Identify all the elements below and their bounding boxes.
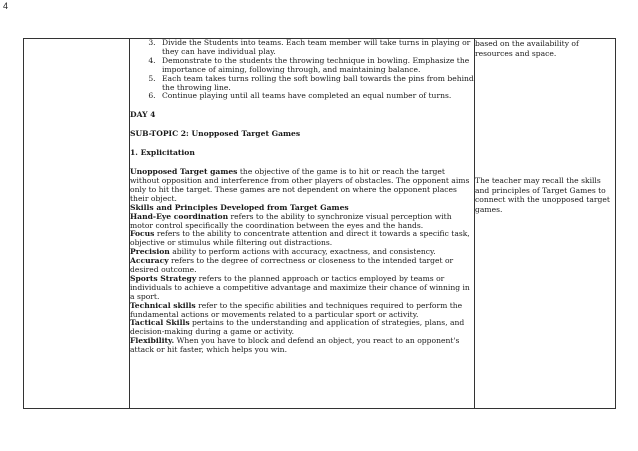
skill-term: Accuracy (130, 256, 169, 266)
skill-text: refers to the planned approach or tactics employed by teams or individuals to achieve a competitive advantage and maximize their chance of winning in a sport. (130, 273, 470, 301)
skill-text: refers to the ability to synchronize visual perception with motor control specifically the coordination between the eyes and the hands. (130, 211, 452, 230)
skill-item (130, 319, 474, 337)
skill-term: Flexibility. (130, 336, 175, 346)
skill-text: When you have to block and defend an object, you react to an opponent's attack or hit faster, which helps you win. (130, 336, 460, 355)
skill-item (130, 230, 474, 248)
availability-note: based on the availability of resources and space. (475, 39, 579, 58)
skill-term: Hand-Eye coordination (130, 211, 229, 221)
skill-term: Precision (130, 247, 170, 257)
day-heading: DAY 4 (130, 110, 156, 120)
lesson-plan-table (23, 38, 616, 409)
definition-paragraph (130, 168, 474, 204)
skill-text: pertains to the understanding and application of strategies, plans, and decision-making during a game or activity. (130, 318, 465, 337)
list-item: 5. Each team takes turns rolling the soft bowling ball towards the pins from behind the throwing line. (158, 75, 474, 93)
list-item: 3. Divide the Students into teams. Each team member will take turns in playing or they can have individual play. (158, 39, 474, 57)
main-content-cell (130, 39, 475, 409)
skill-text: refers to the degree of correctness or closeness to the intended target or desired outcome. (130, 256, 454, 275)
list-item: 6. Continue playing until all teams have completed an equal number of turns. (158, 92, 474, 101)
skill-text: refer to the specific abilities and techniques required to perform the fundamental actions or movements related to a particular sport or activity. (130, 300, 463, 319)
skill-item (130, 302, 474, 320)
skill-item (130, 257, 474, 275)
skill-term: Technical skills (130, 300, 196, 310)
skill-item (130, 337, 474, 355)
notes-cell (475, 39, 616, 409)
skill-text: refers to the ability to concentrate attention and direct it towards a specific task, objective or stimulus while filtering out distractions. (130, 229, 470, 248)
page-number: 4 (3, 1, 9, 11)
skills-heading: Skills and Principles Developed from Target Games (130, 202, 349, 212)
skill-term: Focus (130, 229, 155, 239)
skill-item (130, 213, 474, 231)
skill-term: Tactical Skills (130, 318, 190, 328)
skill-text: ability to perform actions with accuracy, exactness, and consistency. (169, 247, 436, 257)
subtopic-heading: SUB-TOPIC 2: Unopposed Target Games (130, 129, 301, 139)
list-item: 4. Demonstrate to the students the throwing technique in bowling. Emphasize the importance of aiming, following through, and maintaining balance. (158, 57, 474, 75)
left-column-cell (24, 39, 130, 409)
definition-term: Unopposed Target games (130, 167, 238, 177)
recall-note: The teacher may recall the skills and principles of Target Games to connect with the unopposed target games. (475, 176, 610, 214)
definition-text: the objective of the game is to hit or reach the target without opposition and interference from other players of obstacles. The opponent aims only to hit the target. These games are not dependent on where the opponent places their object. (130, 167, 470, 203)
table-row (24, 39, 616, 409)
skill-item (130, 275, 474, 302)
continued-steps-list (130, 39, 474, 101)
skill-term: Sports Strategy (130, 273, 197, 283)
section-heading: 1. Explicitation (130, 148, 195, 158)
